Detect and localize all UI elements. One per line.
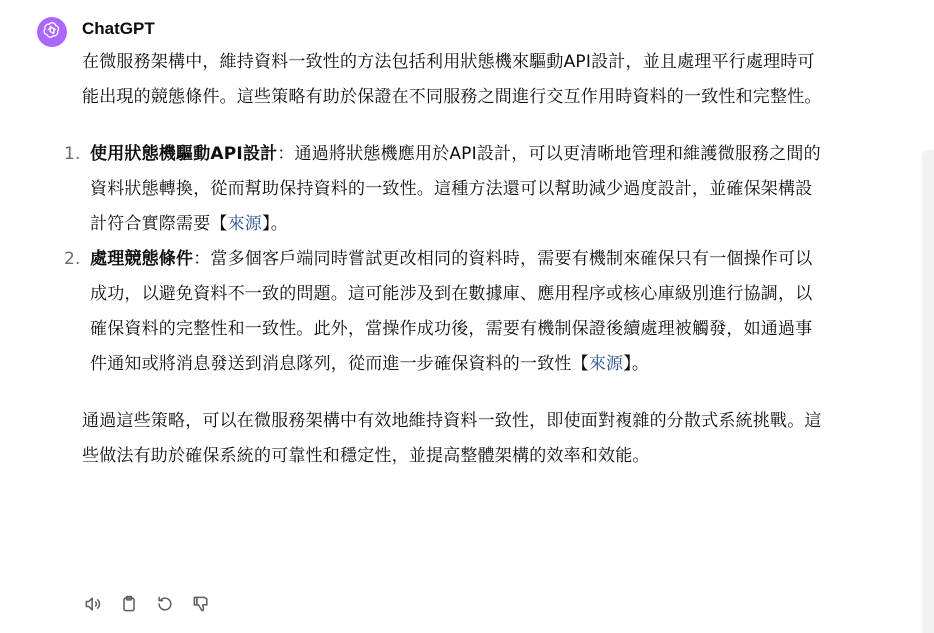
thumbs-down-icon <box>191 594 211 618</box>
cite-close-bracket: 】。 <box>262 214 288 234</box>
message-content <box>64 45 827 474</box>
read-aloud-button[interactable] <box>82 594 104 618</box>
source-link[interactable]: 來源 <box>588 354 624 374</box>
cite-open-bracket: 【 <box>571 354 589 374</box>
list-item-body: ：通過將狀態機應用於API設計，可以更清晰地管理和維護微服務之間的資料狀態轉換，從而幫助保持資料的一致性。這種方法還可以幫助減少過度設計，並確保架構設計符合實際需要 <box>90 144 821 234</box>
list-number: 2. <box>64 249 81 269</box>
copy-icon <box>119 594 139 618</box>
list-item-body: ：當多個客戶端同時嘗試更改相同的資料時，需要有機制來確保只有一個操作可以成功，以避免資料不一致的問題。這可能涉及到在數據庫、應用程序或核心庫級別進行協調，以確保資料的完整性和一致性。此外，當操作成功後，需要有機制保證後續處理被觸發，如通過事件通知或將消息發送到消息隊列，從而進一步確保資料的一致性 <box>90 249 813 374</box>
list-item <box>64 242 827 382</box>
regenerate-button[interactable] <box>154 594 176 618</box>
scrollbar[interactable] <box>922 150 934 633</box>
copy-button[interactable] <box>118 594 140 618</box>
sender-name: ChatGPT <box>82 19 155 38</box>
message-actions <box>82 594 212 618</box>
outro-paragraph: 通過這些策略，可以在微服務架構中有效地維持資料一致性，即使面對複雜的分散式系統挑戰。這些做法有助於確保系統的可靠性和穩定性，並提高整體架構的效率和效能。 <box>82 411 822 466</box>
strategy-list <box>64 137 827 382</box>
cite-open-bracket: 【 <box>210 214 228 234</box>
regenerate-icon <box>155 594 175 618</box>
list-item-title: 處理競態條件 <box>90 249 194 269</box>
list-number: 1. <box>64 144 81 164</box>
list-item <box>64 137 827 242</box>
thumbs-down-button[interactable] <box>190 594 212 618</box>
list-item-title: 使用狀態機驅動API設計 <box>90 144 278 164</box>
intro-paragraph: 在微服務架構中，維持資料一致性的方法包括利用狀態機來驅動API設計，並且處理平行處理時可能出現的競態條件。這些策略有助於保證在不同服務之間進行交互作用時資料的一致性和完整性。 <box>82 52 822 107</box>
source-link[interactable]: 來源 <box>227 214 263 234</box>
openai-logo-icon <box>42 20 62 44</box>
chatgpt-avatar <box>37 17 67 47</box>
cite-close-bracket: 】。 <box>623 354 650 374</box>
speaker-icon <box>83 594 103 618</box>
